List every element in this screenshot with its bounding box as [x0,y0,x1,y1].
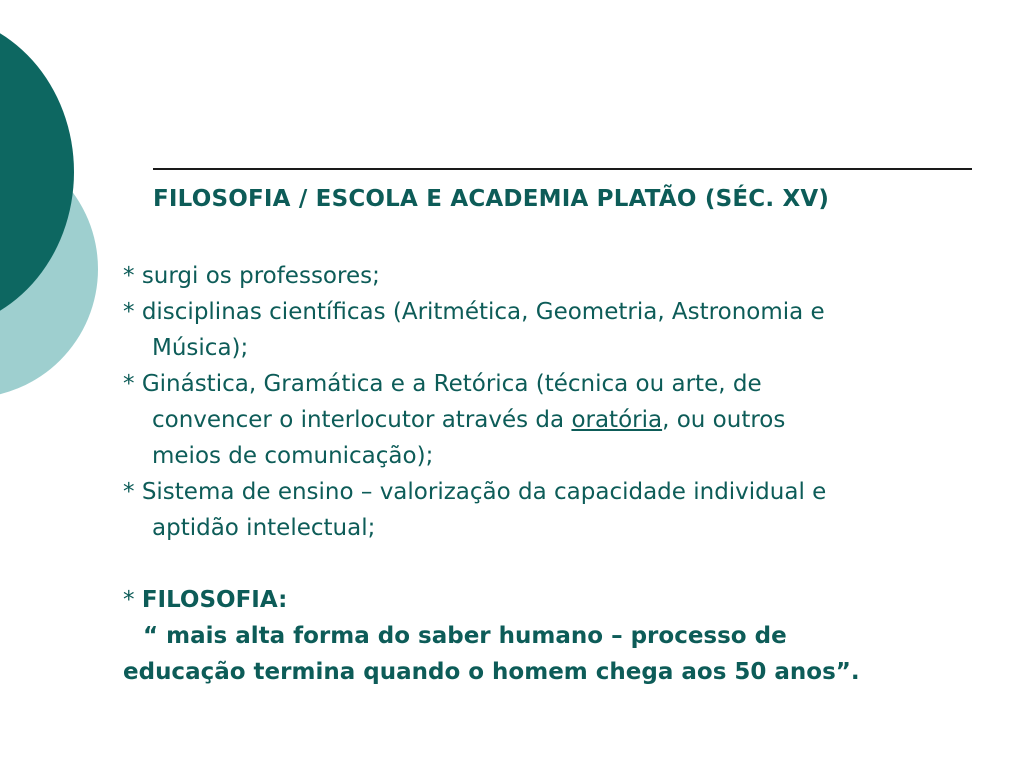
bullet-marker: * [123,587,142,613]
philosophy-item [123,582,983,618]
bullet-marker: * [123,371,142,397]
philosophy-heading: FILOSOFIA: [141,587,288,613]
bullet-continuation: aptidão intelectual; [152,515,376,541]
bullet-text: surgi os professores; [141,263,380,289]
bullet-continuation: Música); [152,335,249,361]
bullet-item [123,474,983,510]
bullet-text: convencer o interlocutor através da [152,407,572,433]
quote-line: “ mais alta forma do saber humano – processo de [143,623,787,649]
bullet-item [123,366,983,402]
slide-title: FILOSOFIA / ESCOLA E ACADEMIA PLATÃO (SÉC. XV) [153,186,830,212]
bullet-text: , ou outros [662,407,786,433]
bullet-text: disciplinas científicas (Aritmética, Geometria, Astronomia e [141,299,825,325]
title-rule [153,168,972,170]
slide-body [123,258,983,690]
bullet-marker: * [123,263,142,289]
bullet-item [123,294,983,330]
bullet-continuation: meios de comunicação); [152,443,434,469]
bullet-continuation [123,402,983,438]
bullet-marker: * [123,479,142,505]
spacer [123,546,983,582]
bullet-text: Sistema de ensino – valorização da capacidade individual e [141,479,827,505]
quote-line: educação termina quando o homem chega aos 50 anos”. [123,659,860,685]
bullet-item [123,258,983,294]
bullet-marker: * [123,299,142,325]
bullet-text: Ginástica, Gramática e a Retórica (técnica ou arte, de [141,371,762,397]
oratoria-link[interactable]: oratória [571,407,663,433]
